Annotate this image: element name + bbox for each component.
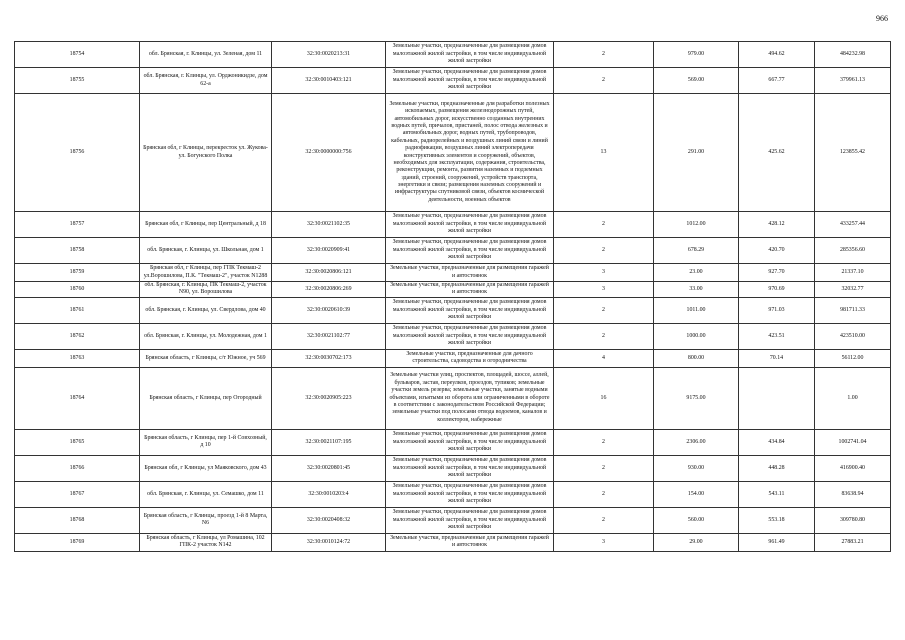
cadastral-value-cell: 83638.94 <box>815 481 891 507</box>
land-use-cell: Земельные участки, предназначенные для размещения домов малоэтажной жилой застройки, в том числе индивидуальной жилой застройки <box>386 455 554 481</box>
land-use-cell: Земельные участки улиц, проспектов, площадей, шоссе, аллей, бульваров, застав, переулков, проездов, тупиков; земельные участки земель резерва; земельные участки, занятые водными объектами, изъятыми из оборота или ограниченными в обороте в соответствии с законодательством Российской Федерации; земельные участки под полосами отвода водоемов, каналов и коллекторов, набережные <box>386 367 554 429</box>
specific-value-cell: 428.12 <box>739 212 815 238</box>
cadastral-number-cell: 32:30:0020806:121 <box>272 264 386 282</box>
address-cell: Брянская область, г Клинцы, пер 1-й Совхозный, д 10 <box>140 429 272 455</box>
row-number-cell: 18759 <box>15 264 140 282</box>
cadastral-value-cell: 379961.13 <box>815 68 891 94</box>
address-cell: Брянская область, г Клинцы, с/т Южное, уч 569 <box>140 349 272 367</box>
address-cell: Брянская обл, г Клинцы, ул Маяковского, дом 43 <box>140 455 272 481</box>
cadastral-value-cell: 21337.10 <box>815 264 891 282</box>
land-use-cell: Земельные участки, предназначенные для размещения домов малоэтажной жилой застройки, в том числе индивидуальной жилой застройки <box>386 297 554 323</box>
land-use-cell: Земельные участки, предназначенные для размещения домов малоэтажной жилой застройки, в том числе индивидуальной жилой застройки <box>386 238 554 264</box>
row-number-cell: 18755 <box>15 68 140 94</box>
cadastral-number-cell: 32:30:0020905:223 <box>272 367 386 429</box>
group-code-cell: 13 <box>554 94 654 212</box>
address-cell: обл. Брянская, г. Клинцы, ул. Молодежная, дом 1 <box>140 323 272 349</box>
area-cell: 23.00 <box>654 264 739 282</box>
area-cell: 29.00 <box>654 533 739 551</box>
row-number-cell: 18763 <box>15 349 140 367</box>
address-cell: Брянская область, г Клинцы, пер Огородный <box>140 367 272 429</box>
area-cell: 678.29 <box>654 238 739 264</box>
row-number-cell: 18761 <box>15 297 140 323</box>
specific-value-cell: 970.69 <box>739 282 815 298</box>
cadastral-number-cell: 32:30:0020801:45 <box>272 455 386 481</box>
page-number: 966 <box>876 14 888 23</box>
group-code-cell: 16 <box>554 367 654 429</box>
group-code-cell: 3 <box>554 282 654 298</box>
land-use-cell: Земельные участки, предназначенные для дачного строительства, садоводства и огородничества <box>386 349 554 367</box>
group-code-cell: 2 <box>554 212 654 238</box>
group-code-cell: 2 <box>554 455 654 481</box>
group-code-cell: 2 <box>554 429 654 455</box>
specific-value-cell: 448.28 <box>739 455 815 481</box>
cadastral-value-cell: 309780.80 <box>815 507 891 533</box>
area-cell: 1012.00 <box>654 212 739 238</box>
table-row <box>15 297 891 323</box>
land-use-cell: Земельные участки, предназначенные для размещения гаражей и автостоянок <box>386 533 554 551</box>
land-use-cell: Земельные участки, предназначенные для размещения гаражей и автостоянок <box>386 282 554 298</box>
land-use-cell: Земельные участки, предназначенные для размещения домов малоэтажной жилой застройки, в том числе индивидуальной жилой застройки <box>386 212 554 238</box>
land-use-cell: Земельные участки, предназначенные для размещения домов малоэтажной жилой застройки, в том числе индивидуальной жилой застройки <box>386 68 554 94</box>
row-number-cell: 18764 <box>15 367 140 429</box>
cadastral-value-cell: 484232.98 <box>815 42 891 68</box>
area-cell: 2306.00 <box>654 429 739 455</box>
table-row <box>15 429 891 455</box>
land-use-cell: Земельные участки, предназначенные для размещения домов малоэтажной жилой застройки, в том числе индивидуальной жилой застройки <box>386 429 554 455</box>
row-number-cell: 18756 <box>15 94 140 212</box>
table-row <box>15 323 891 349</box>
specific-value-cell: 553.18 <box>739 507 815 533</box>
land-use-cell: Земельные участки, предназначенные для размещения гаражей и автостоянок <box>386 264 554 282</box>
table-row <box>15 238 891 264</box>
table-row <box>15 481 891 507</box>
area-cell: 154.00 <box>654 481 739 507</box>
address-cell: Брянская область, г Клинцы, проезд 1-й 8 Марта, N6 <box>140 507 272 533</box>
cadastral-value-cell: 1.00 <box>815 367 891 429</box>
group-code-cell: 3 <box>554 533 654 551</box>
row-number-cell: 18769 <box>15 533 140 551</box>
cadastral-value-cell: 433257.44 <box>815 212 891 238</box>
address-cell: Брянская обл, г Клинцы, пер Центральный, д 18 <box>140 212 272 238</box>
group-code-cell: 3 <box>554 264 654 282</box>
row-number-cell: 18767 <box>15 481 140 507</box>
land-use-cell: Земельные участки, предназначенные для разработки полезных ископаемых, размещения железнодорожных путей, автомобильных дорог, искусственно созданных внутренних водных путей, причалов, пристаней, полос отвода железных и автомобильных дорог, водных путей, трубопроводов, кабельных, радиорелейных и воздушных линий связи и линий радиофикации, воздушных линий электропередачи конструктивных элементов и сооружений, объектов, необходимых для эксплуатации, содержания, строительства, реконструкции, ремонта, развития наземных и подземных зданий, строений, сооружений, устройств транспорта, энергетики и связи; размещения наземных сооружений и инфраструктуры спутниковой связи, объектов космической деятельности, военных объектов <box>386 94 554 212</box>
table-row <box>15 94 891 212</box>
specific-value-cell: 927.70 <box>739 264 815 282</box>
row-number-cell: 18758 <box>15 238 140 264</box>
area-cell: 33.00 <box>654 282 739 298</box>
cadastral-number-cell: 32:30:0000000:756 <box>272 94 386 212</box>
cadastral-value-cell: 56112.00 <box>815 349 891 367</box>
table-row <box>15 455 891 481</box>
group-code-cell: 2 <box>554 238 654 264</box>
cadastral-number-cell: 32:30:0010124:72 <box>272 533 386 551</box>
group-code-cell: 2 <box>554 507 654 533</box>
area-cell: 1000.00 <box>654 323 739 349</box>
specific-value-cell: 971.03 <box>739 297 815 323</box>
table-row <box>15 212 891 238</box>
area-cell: 930.00 <box>654 455 739 481</box>
cadastral-number-cell: 32:30:0020909:41 <box>272 238 386 264</box>
group-code-cell: 2 <box>554 42 654 68</box>
land-use-cell: Земельные участки, предназначенные для размещения домов малоэтажной жилой застройки, в том числе индивидуальной жилой застройки <box>386 507 554 533</box>
table-row <box>15 507 891 533</box>
row-number-cell: 18768 <box>15 507 140 533</box>
group-code-cell: 4 <box>554 349 654 367</box>
specific-value-cell: 434.84 <box>739 429 815 455</box>
cadastral-value-cell: 123855.42 <box>815 94 891 212</box>
address-cell: обл. Брянская, г. Клинцы, ул. Школьная, дом 1 <box>140 238 272 264</box>
cadastral-value-table <box>14 41 891 552</box>
cadastral-value-cell: 27883.21 <box>815 533 891 551</box>
cadastral-number-cell: 32:30:0020408:32 <box>272 507 386 533</box>
address-cell: обл. Брянская, г. Клинцы, ул. Орджоникидзе, дом 62-а <box>140 68 272 94</box>
row-number-cell: 18754 <box>15 42 140 68</box>
group-code-cell: 2 <box>554 297 654 323</box>
address-cell: обл. Брянская, г. Клинцы, ул. Зеленая, дом 11 <box>140 42 272 68</box>
row-number-cell: 18765 <box>15 429 140 455</box>
area-cell: 979.00 <box>654 42 739 68</box>
specific-value-cell: 423.51 <box>739 323 815 349</box>
table-row <box>15 282 891 298</box>
cadastral-number-cell: 32:30:0010203:4 <box>272 481 386 507</box>
row-number-cell: 18766 <box>15 455 140 481</box>
cadastral-number-cell: 32:30:0030702:173 <box>272 349 386 367</box>
cadastral-number-cell: 32:30:0021102:77 <box>272 323 386 349</box>
area-cell: 800.00 <box>654 349 739 367</box>
land-use-cell: Земельные участки, предназначенные для размещения домов малоэтажной жилой застройки, в том числе индивидуальной жилой застройки <box>386 323 554 349</box>
cadastral-value-cell: 1002741.04 <box>815 429 891 455</box>
specific-value-cell: 667.77 <box>739 68 815 94</box>
table-row <box>15 42 891 68</box>
address-cell: Брянская обл, г Клинцы, пер ГПК Текмаш-2 ул.Ворошилова, П.К. "Текмаш-2", участок N1288 <box>140 264 272 282</box>
row-number-cell: 18757 <box>15 212 140 238</box>
cadastral-value-cell: 32032.77 <box>815 282 891 298</box>
address-cell: Брянская область, г Клинцы, ул Ромашина, 102 ГПК-2 участок N142 <box>140 533 272 551</box>
cadastral-value-cell: 981711.33 <box>815 297 891 323</box>
cadastral-value-cell: 416900.40 <box>815 455 891 481</box>
specific-value-cell: 425.62 <box>739 94 815 212</box>
table-row <box>15 349 891 367</box>
address-cell: обл. Брянская, г. Клинцы, ул. Свердлова, дом 40 <box>140 297 272 323</box>
group-code-cell: 2 <box>554 323 654 349</box>
group-code-cell: 2 <box>554 481 654 507</box>
area-cell: 569.00 <box>654 68 739 94</box>
cadastral-number-cell: 32:30:0020213:31 <box>272 42 386 68</box>
row-number-cell: 18762 <box>15 323 140 349</box>
row-number-cell: 18760 <box>15 282 140 298</box>
area-cell: 9175.00 <box>654 367 739 429</box>
address-cell: обл. Брянская, г. Клинцы, ул. Семашко, дом 11 <box>140 481 272 507</box>
table-row <box>15 533 891 551</box>
address-cell: Брянская обл, г Клинцы, перекресток ул. Жукова- ул. Богунского Полка <box>140 94 272 212</box>
area-cell: 560.00 <box>654 507 739 533</box>
address-cell: обл. Брянская, г. Клинцы, ПК Текмаш-2, участок N90, ул. Ворошилова <box>140 282 272 298</box>
table-row <box>15 367 891 429</box>
area-cell: 291.00 <box>654 94 739 212</box>
cadastral-number-cell: 32:30:0021107:195 <box>272 429 386 455</box>
land-use-cell: Земельные участки, предназначенные для размещения домов малоэтажной жилой застройки, в том числе индивидуальной жилой застройки <box>386 481 554 507</box>
specific-value-cell <box>739 367 815 429</box>
specific-value-cell: 70.14 <box>739 349 815 367</box>
specific-value-cell: 420.70 <box>739 238 815 264</box>
cadastral-value-cell: 285356.60 <box>815 238 891 264</box>
cadastral-number-cell: 32:30:0010403:121 <box>272 68 386 94</box>
cadastral-number-cell: 32:30:0021102:35 <box>272 212 386 238</box>
area-cell: 1011.00 <box>654 297 739 323</box>
table-row <box>15 68 891 94</box>
land-use-cell: Земельные участки, предназначенные для размещения домов малоэтажной жилой застройки, в том числе индивидуальной жилой застройки <box>386 42 554 68</box>
specific-value-cell: 961.49 <box>739 533 815 551</box>
specific-value-cell: 543.11 <box>739 481 815 507</box>
cadastral-number-cell: 32:30:0020806:269 <box>272 282 386 298</box>
cadastral-number-cell: 32:30:0020610:39 <box>272 297 386 323</box>
table-row <box>15 264 891 282</box>
specific-value-cell: 494.62 <box>739 42 815 68</box>
cadastral-value-cell: 423510.00 <box>815 323 891 349</box>
group-code-cell: 2 <box>554 68 654 94</box>
